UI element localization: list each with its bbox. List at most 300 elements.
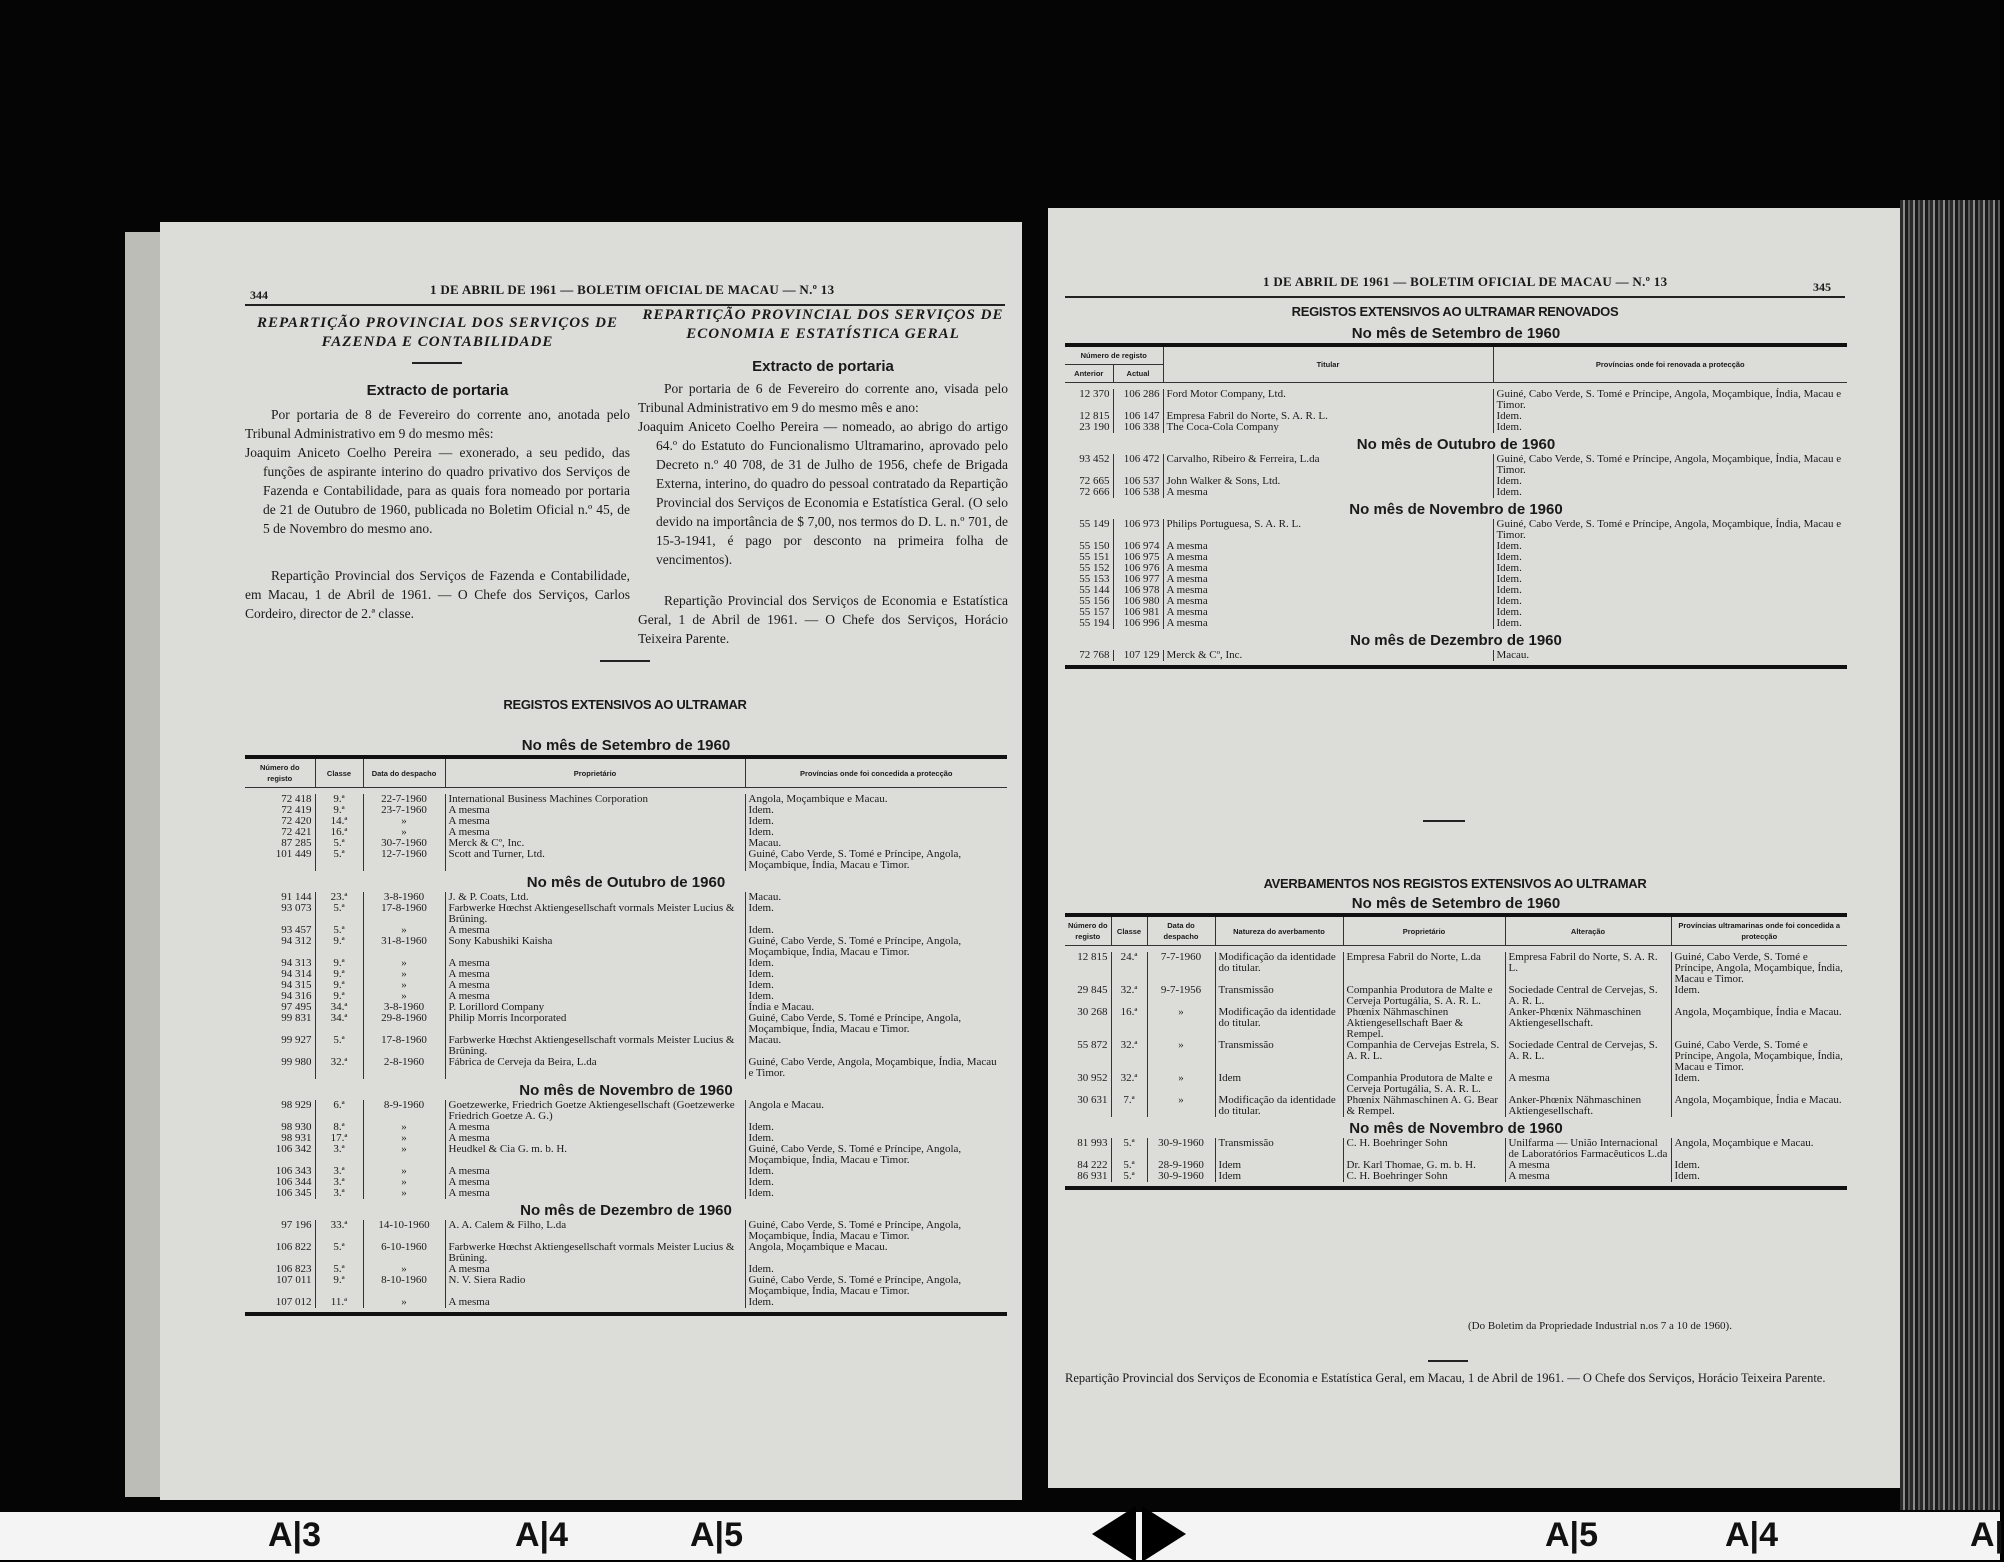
table-row — [1065, 650, 1847, 661]
table-row — [245, 1035, 1007, 1057]
page-number: 344 — [250, 288, 268, 302]
provinces: Idem. — [745, 816, 1007, 827]
table-title: AVERBAMENTOS NOS REGISTOS EXTENSIVOS AO ULTRAMAR — [1263, 876, 1647, 891]
owner: A mesma — [445, 1264, 745, 1275]
dispatch-date: 3-8-1960 — [363, 1002, 445, 1013]
provinces: Idem. — [1493, 422, 1847, 433]
month-heading-row — [245, 871, 1007, 892]
registration-number: 91 144 — [281, 891, 312, 903]
intro-paragraph: Por portaria de 8 de Fevereiro do corrente ano, anotada pelo Tribunal Administrativo em 9 do mesmo mês: — [245, 407, 630, 441]
annotation-type: Transmissão — [1215, 1040, 1343, 1073]
dispatch-date: » — [363, 1177, 445, 1188]
running-head: 1 DE ABRIL DE 1961 — BOLETIM OFICIAL DE MACAU — N.º 13 — [1263, 274, 1668, 289]
change: Anker-Phœnix Nähmaschinen Aktiengesellschaft. — [1505, 1095, 1671, 1117]
dispatch-date: » — [1147, 1007, 1215, 1040]
class: 32.ª — [1111, 1073, 1147, 1095]
provinces: Idem. — [745, 958, 1007, 969]
owner: Phœnix Nähmaschinen A. G. Bear & Rempel. — [1343, 1095, 1505, 1117]
current-number: 106 472 — [1113, 454, 1163, 476]
owner: A mesma — [445, 1133, 745, 1144]
dispatch-date: » — [1147, 1073, 1215, 1095]
change: Empresa Fabril do Norte, S. A. R. L. — [1505, 952, 1671, 985]
dispatch-date: 30-9-1960 — [1147, 1138, 1215, 1160]
renewed-registrations-table — [1065, 322, 1847, 669]
provinces: Idem. — [745, 1133, 1007, 1144]
class: 5.ª — [315, 903, 363, 925]
owner: A mesma — [445, 827, 745, 838]
class: 11.ª — [315, 1297, 363, 1308]
registrations-table — [245, 734, 1007, 1316]
dispatch-date: 7-7-1960 — [1147, 952, 1215, 985]
registration-number: 99 980 — [281, 1056, 312, 1068]
dispatch-date: » — [363, 991, 445, 1002]
month-heading: No mês de Novembro de 1960 — [1349, 501, 1563, 518]
owner: C. H. Boehringer Sohn — [1343, 1171, 1505, 1182]
body-paragraph: Joaquim Aniceto Coelho Pereira — nomeado, ao abrigo do artigo 64.º do Estatuto do Funcionalismo Ultramarino, aprovado pelo Decreto n.º 40 708, de 31 de Julho de 1956, chefe de Brigada Externa, interino, do quadro do pessoal contratado da Repartição Provincial dos Serviços de Economia e Estatística Geral. (O selo devido na importância de $ 7,00, nos termos do D. L. n.º 701, de 15-3-1941, é pago por desconto na primeira folha de vencimentos). — [638, 419, 1008, 567]
registration-number: 94 315 — [281, 979, 312, 991]
provinces: Macau. — [745, 838, 1007, 849]
registration-number: 30 631 — [1077, 1094, 1108, 1106]
table-title: REGISTOS EXTENSIVOS AO ULTRAMAR RENOVADOS — [1291, 304, 1619, 319]
provinces: Angola, Moçambique e Macau. — [745, 794, 1007, 805]
provinces: Guiné, Cabo Verde, Angola, Moçambique, Índia, Macau e Timor. — [745, 1057, 1007, 1079]
provinces: Idem. — [745, 1122, 1007, 1133]
table-row — [1065, 454, 1847, 476]
provinces: Idem. — [1493, 563, 1847, 574]
annotation-type: Modificação da identidade do titular. — [1215, 952, 1343, 985]
annotation-type: Idem — [1215, 1160, 1343, 1171]
film-marker: A| — [1970, 1516, 2004, 1554]
table-row — [245, 991, 1007, 1002]
class: 5.ª — [315, 1242, 363, 1264]
month-heading-row — [1065, 322, 1847, 345]
current-number: 106 538 — [1113, 487, 1163, 498]
dispatch-date: 12-7-1960 — [363, 849, 445, 871]
current-number: 106 338 — [1113, 422, 1163, 433]
class: 32.ª — [1111, 985, 1147, 1007]
class: 24.ª — [1111, 952, 1147, 985]
right-page — [1048, 208, 1900, 1488]
table-row — [245, 980, 1007, 991]
provinces: Guiné, Cabo Verde, S. Tomé e Príncipe, Angola, Moçambique, Índia, Macau e Timor. — [1493, 454, 1847, 476]
change: A mesma — [1505, 1160, 1671, 1171]
previous-number: 72 666 — [1079, 486, 1110, 498]
holder: John Walker & Sons, Ltd. — [1163, 476, 1493, 487]
dispatch-date: » — [363, 1188, 445, 1199]
owner: Companhia de Cervejas Estrela, S. A. R. L. — [1343, 1040, 1505, 1073]
table-row — [1065, 1040, 1847, 1073]
provinces: Idem. — [745, 991, 1007, 1002]
month-heading-row — [245, 1079, 1007, 1100]
current-number: 106 975 — [1113, 552, 1163, 563]
registration-number: 98 929 — [281, 1099, 312, 1111]
header-row — [1065, 915, 1847, 946]
class: 7.ª — [1111, 1095, 1147, 1117]
film-marker: A|5 — [690, 1516, 743, 1554]
previous-number: 55 151 — [1079, 551, 1110, 563]
film-strip — [0, 1512, 2004, 1560]
provinces: Macau. — [745, 1035, 1007, 1057]
provinces: Idem. — [745, 1177, 1007, 1188]
table-row — [1065, 618, 1847, 629]
month-heading: No mês de Setembro de 1960 — [245, 734, 1007, 757]
table-row — [245, 1188, 1007, 1199]
column-header: Titular — [1163, 345, 1493, 383]
column-fazenda — [245, 314, 630, 623]
holder: A mesma — [1163, 574, 1493, 585]
film-marker: A|4 — [1725, 1516, 1778, 1554]
provinces: Idem. — [745, 969, 1007, 980]
change: A mesma — [1505, 1073, 1671, 1095]
holder: A mesma — [1163, 563, 1493, 574]
dispatch-date: 17-8-1960 — [363, 903, 445, 925]
provinces: Macau. — [745, 892, 1007, 903]
column-header: Províncias onde foi renovada a protecção — [1493, 345, 1847, 383]
film-marker: A|4 — [515, 1516, 568, 1554]
provinces: Idem. — [745, 827, 1007, 838]
current-number: 106 981 — [1113, 607, 1163, 618]
previous-number: 55 153 — [1079, 573, 1110, 585]
registration-number: 98 930 — [281, 1121, 312, 1133]
provinces: Idem. — [1493, 541, 1847, 552]
column-economia — [638, 306, 1008, 648]
dispatch-date: » — [363, 816, 445, 827]
registration-number: 86 931 — [1077, 1170, 1108, 1182]
owner: J. & P. Coats, Ltd. — [445, 892, 745, 903]
owner: A mesma — [445, 1297, 745, 1308]
dispatch-date: 22-7-1960 — [363, 794, 445, 805]
class: 23.ª — [315, 892, 363, 903]
previous-number: 93 452 — [1079, 453, 1110, 465]
provinces: Angola, Moçambique e Macau. — [1671, 1138, 1847, 1160]
dispatch-date: » — [363, 1122, 445, 1133]
provinces: Idem. — [745, 1297, 1007, 1308]
class: 34.ª — [315, 1013, 363, 1035]
previous-number: 12 815 — [1079, 410, 1110, 422]
owner: A mesma — [445, 969, 745, 980]
film-marker: A|3 — [268, 1516, 321, 1554]
provinces: Idem. — [745, 1188, 1007, 1199]
page-edge — [125, 232, 160, 1497]
previous-number: 55 194 — [1079, 617, 1110, 629]
holder: The Coca-Cola Company — [1163, 422, 1493, 433]
table-row — [245, 1144, 1007, 1166]
dispatch-date: » — [363, 1264, 445, 1275]
table-row — [245, 849, 1007, 871]
table-title: REGISTOS EXTENSIVOS AO ULTRAMAR — [503, 697, 747, 712]
registration-number: 30 268 — [1077, 1006, 1108, 1018]
class: 5.ª — [1111, 1171, 1147, 1182]
current-number: 106 147 — [1113, 411, 1163, 422]
registration-number: 107 012 — [275, 1296, 312, 1308]
provinces: Guiné, Cabo Verde, S. Tomé e Príncipe, Angola, Moçambique, Índia, Macau e Timor. — [745, 936, 1007, 958]
holder: Ford Motor Company, Ltd. — [1163, 389, 1493, 411]
registration-number: 29 845 — [1077, 984, 1108, 996]
class: 5.ª — [315, 1264, 363, 1275]
annotation-type: Modificação da identidade do titular. — [1215, 1095, 1343, 1117]
table-row — [245, 936, 1007, 958]
owner: N. V. Siera Radio — [445, 1275, 745, 1297]
provinces: Guiné, Cabo Verde, S. Tomé e Príncipe, Angola, Moçambique, Índia, Macau e Timor. — [745, 1144, 1007, 1166]
month-heading-row — [1065, 629, 1847, 650]
current-number: 106 977 — [1113, 574, 1163, 585]
class: 3.ª — [315, 1144, 363, 1166]
dispatch-date: 31-8-1960 — [363, 936, 445, 958]
current-number: 106 973 — [1113, 519, 1163, 541]
owner: Empresa Fabril do Norte, L.da — [1343, 952, 1505, 985]
registration-number: 94 313 — [281, 957, 312, 969]
registration-number: 12 815 — [1077, 951, 1108, 963]
registration-number: 55 872 — [1077, 1039, 1108, 1051]
change: Anker-Phœnix Nähmaschinen Aktiengesellschaft. — [1505, 1007, 1671, 1040]
month-heading-row — [245, 734, 1007, 757]
month-heading-row — [1065, 892, 1847, 915]
provinces: Guiné, Cabo Verde, S. Tomé e Príncipe, Angola, Moçambique, Índia, Macau e Timor. — [745, 849, 1007, 871]
month-heading: No mês de Setembro de 1960 — [1065, 892, 1847, 915]
department-heading: REPARTIÇÃO PROVINCIAL DOS SERVIÇOS DE FAZENDA E CONTABILIDADE — [257, 315, 618, 350]
dispatch-date: 29-8-1960 — [363, 1013, 445, 1035]
change: Sociedade Central de Cervejas, S. A. R. L. — [1505, 1040, 1671, 1073]
month-heading: No mês de Dezembro de 1960 — [520, 1202, 732, 1219]
class: 9.ª — [315, 991, 363, 1002]
table-row — [245, 816, 1007, 827]
class: 16.ª — [1111, 1007, 1147, 1040]
annotation-type: Modificação da identidade do titular. — [1215, 1007, 1343, 1040]
registration-number: 94 316 — [281, 990, 312, 1002]
dispatch-date: » — [363, 827, 445, 838]
owner: A mesma — [445, 1188, 745, 1199]
provinces: Idem. — [745, 1166, 1007, 1177]
previous-number: 55 149 — [1079, 518, 1110, 530]
provinces: Idem. — [1493, 607, 1847, 618]
owner: A mesma — [445, 980, 745, 991]
month-heading-row — [1065, 498, 1847, 519]
table-row — [245, 903, 1007, 925]
provinces: Guiné, Cabo Verde, S. Tomé e Príncipe, Angola, Moçambique, Índia, Macau e Timor. — [1671, 952, 1847, 985]
divider — [412, 362, 462, 364]
dispatch-date: » — [363, 1166, 445, 1177]
owner: A. A. Calem & Filho, L.da — [445, 1220, 745, 1242]
annotation-type: Idem — [1215, 1073, 1343, 1095]
dispatch-date: 8-10-1960 — [363, 1275, 445, 1297]
table-row — [1065, 487, 1847, 498]
class: 3.ª — [315, 1177, 363, 1188]
column-header: Anterior — [1065, 365, 1113, 383]
month-heading: No mês de Dezembro de 1960 — [1350, 632, 1562, 649]
class: 9.ª — [315, 805, 363, 816]
change: Unilfarma — União Internacional de Laboratórios Farmacêuticos L.da — [1505, 1138, 1671, 1160]
dispatch-date: 9-7-1956 — [1147, 985, 1215, 1007]
current-number: 107 129 — [1113, 650, 1163, 661]
annotations-table — [1065, 892, 1847, 1190]
class: 5.ª — [315, 925, 363, 936]
previous-number: 55 144 — [1079, 584, 1110, 596]
dispatch-date: » — [363, 925, 445, 936]
class: 6.ª — [315, 1100, 363, 1122]
owner: International Business Machines Corporation — [445, 794, 745, 805]
table-row — [1065, 422, 1847, 433]
column-header: Classe — [315, 757, 363, 788]
table-row — [245, 1013, 1007, 1035]
divider — [1428, 1360, 1468, 1362]
dispatch-date: 17-8-1960 — [363, 1035, 445, 1057]
previous-number: 55 152 — [1079, 562, 1110, 574]
month-heading: No mês de Novembro de 1960 — [519, 1082, 733, 1099]
month-heading: No mês de Setembro de 1960 — [1065, 322, 1847, 345]
class: 8.ª — [315, 1122, 363, 1133]
provinces: Idem. — [745, 980, 1007, 991]
provinces: Idem. — [1671, 1171, 1847, 1182]
divider — [1065, 296, 1845, 298]
column-header: Data do despacho — [1147, 915, 1215, 946]
provinces: Idem. — [1671, 1160, 1847, 1171]
table-row — [245, 1242, 1007, 1264]
book-edge — [1900, 200, 2000, 1510]
dispatch-date: 6-10-1960 — [363, 1242, 445, 1264]
dispatch-date: 14-10-1960 — [363, 1220, 445, 1242]
table-row — [1065, 1171, 1847, 1182]
class: 9.ª — [315, 980, 363, 991]
table-row — [1065, 952, 1847, 985]
class: 9.ª — [315, 1275, 363, 1297]
signature-paragraph: Repartição Provincial dos Serviços de Economia e Estatística Geral, em Macau, 1 de Abril de 1961. — O Chefe dos Serviços, Horácio Teixeira Parente. — [1065, 1371, 1826, 1385]
table-row — [245, 969, 1007, 980]
dispatch-date: » — [363, 980, 445, 991]
registration-number: 106 823 — [275, 1263, 312, 1275]
provinces: Idem. — [1493, 476, 1847, 487]
dispatch-date: » — [363, 958, 445, 969]
dispatch-date: 2-8-1960 — [363, 1057, 445, 1079]
dispatch-date: » — [363, 1297, 445, 1308]
registration-number: 98 931 — [281, 1132, 312, 1144]
holder: A mesma — [1163, 607, 1493, 618]
table-row — [245, 958, 1007, 969]
provinces: Angola, Moçambique, Índia e Macau. — [1671, 1095, 1847, 1117]
class: 32.ª — [1111, 1040, 1147, 1073]
divider — [600, 660, 650, 662]
registration-number: 106 342 — [275, 1143, 312, 1155]
left-triangle-icon — [1092, 1506, 1136, 1562]
month-heading: No mês de Novembro de 1960 — [1349, 1120, 1563, 1137]
table-row — [245, 1297, 1007, 1308]
previous-number: 55 157 — [1079, 606, 1110, 618]
current-number: 106 978 — [1113, 585, 1163, 596]
owner: A mesma — [445, 1166, 745, 1177]
month-heading-row — [1065, 1117, 1847, 1138]
column-header: Número do registo — [1065, 915, 1111, 946]
class: 5.ª — [1111, 1160, 1147, 1171]
table-row — [1065, 519, 1847, 541]
current-number: 106 976 — [1113, 563, 1163, 574]
class: 14.ª — [315, 816, 363, 827]
signature-paragraph: Repartição Provincial dos Serviços de Economia e Estatística Geral, 1 de Abril de 1961. — O Chefe dos Serviços, Horácio Teixeira Parente. — [638, 593, 1008, 646]
table-row — [1065, 1007, 1847, 1040]
registration-number: 93 457 — [281, 924, 312, 936]
registration-number: 94 314 — [281, 968, 312, 980]
header-row — [245, 757, 1007, 788]
running-head: 1 DE ABRIL DE 1961 — BOLETIM OFICIAL DE MACAU — N.º 13 — [430, 282, 835, 297]
owner: A mesma — [445, 991, 745, 1002]
column-header: Classe — [1111, 915, 1147, 946]
registration-number: 101 449 — [275, 848, 312, 860]
class: 34.ª — [315, 1002, 363, 1013]
current-number: 106 537 — [1113, 476, 1163, 487]
holder: Empresa Fabril do Norte, S. A. R. L. — [1163, 411, 1493, 422]
previous-number: 55 150 — [1079, 540, 1110, 552]
provinces: Idem. — [1671, 1073, 1847, 1095]
provinces: Guiné, Cabo Verde, S. Tomé e Príncipe, Angola, Moçambique, Índia, Macau e Timor. — [1493, 519, 1847, 541]
table-row — [1065, 389, 1847, 411]
table-row — [245, 1166, 1007, 1177]
right-triangle-icon — [1142, 1506, 1186, 1562]
registration-number: 93 073 — [281, 902, 312, 914]
dispatch-date: » — [363, 1133, 445, 1144]
owner: Farbwerke Hœchst Aktiengesellschaft vormals Meister Lucius & Brüning. — [445, 1242, 745, 1264]
provinces: Macau. — [1493, 650, 1847, 661]
class: 5.ª — [1111, 1138, 1147, 1160]
annotation-type: Idem — [1215, 1171, 1343, 1182]
table-row — [1065, 1095, 1847, 1117]
column-header: Número do registo — [245, 757, 315, 788]
provinces: Idem. — [1493, 552, 1847, 563]
owner: Philip Morris Incorporated — [445, 1013, 745, 1035]
registration-number: 94 312 — [281, 935, 312, 947]
holder: A mesma — [1163, 487, 1493, 498]
registration-number: 72 420 — [281, 815, 312, 827]
month-heading-row — [1065, 433, 1847, 454]
holder: A mesma — [1163, 552, 1493, 563]
provinces: Idem. — [1671, 985, 1847, 1007]
registration-number: 107 011 — [276, 1274, 312, 1286]
section-heading: Extracto de portaria — [752, 358, 894, 375]
change: Sociedade Central de Cervejas, S. A. R. L. — [1505, 985, 1671, 1007]
month-heading: No mês de Outubro de 1960 — [526, 874, 726, 891]
owner: Fábrica de Cerveja da Beira, L.da — [445, 1057, 745, 1079]
column-header: Províncias ultramarinas onde foi concedida a protecção — [1671, 915, 1847, 946]
column-header: Natureza do averbamento — [1215, 915, 1343, 946]
registration-number: 99 831 — [281, 1012, 312, 1024]
column-header: Actual — [1113, 365, 1163, 383]
table-row — [245, 1122, 1007, 1133]
owner: Dr. Karl Thomae, G. m. b. H. — [1343, 1160, 1505, 1171]
provinces: Idem. — [745, 925, 1007, 936]
previous-number: 55 156 — [1079, 595, 1110, 607]
dispatch-date: 30-7-1960 — [363, 838, 445, 849]
dispatch-date: 8-9-1960 — [363, 1100, 445, 1122]
class: 3.ª — [315, 1166, 363, 1177]
owner: P. Lorillord Company — [445, 1002, 745, 1013]
department-heading: REPARTIÇÃO PROVINCIAL DOS SERVIÇOS DE ECONOMIA E ESTATÍSTICA GERAL — [642, 307, 1004, 342]
left-page — [160, 222, 1022, 1500]
class: 9.ª — [315, 969, 363, 980]
provinces: Angola, Moçambique, Índia e Macau. — [1671, 1007, 1847, 1040]
dispatch-date: » — [1147, 1040, 1215, 1073]
dispatch-date: 30-9-1960 — [1147, 1171, 1215, 1182]
table-row — [245, 1057, 1007, 1079]
dispatch-date: » — [363, 969, 445, 980]
provinces: Guiné, Cabo Verde, S. Tomé e Príncipe, Angola, Moçambique, Índia, Macau e Timor. — [745, 1220, 1007, 1242]
previous-number: 72 768 — [1079, 649, 1110, 661]
holder: A mesma — [1163, 596, 1493, 607]
class: 5.ª — [315, 838, 363, 849]
signature-paragraph: Repartição Provincial dos Serviços de Fazenda e Contabilidade, em Macau, 1 de Abril de 1961. — O Chefe dos Serviços, Carlos Cordeiro, director de 2.ª classe. — [245, 568, 630, 621]
registration-number: 97 495 — [281, 1001, 312, 1013]
table-row — [1065, 1073, 1847, 1095]
holder: Merck & Cº, Inc. — [1163, 650, 1493, 661]
table-row — [245, 805, 1007, 816]
owner: A mesma — [445, 805, 745, 816]
registration-number: 97 196 — [281, 1219, 312, 1231]
